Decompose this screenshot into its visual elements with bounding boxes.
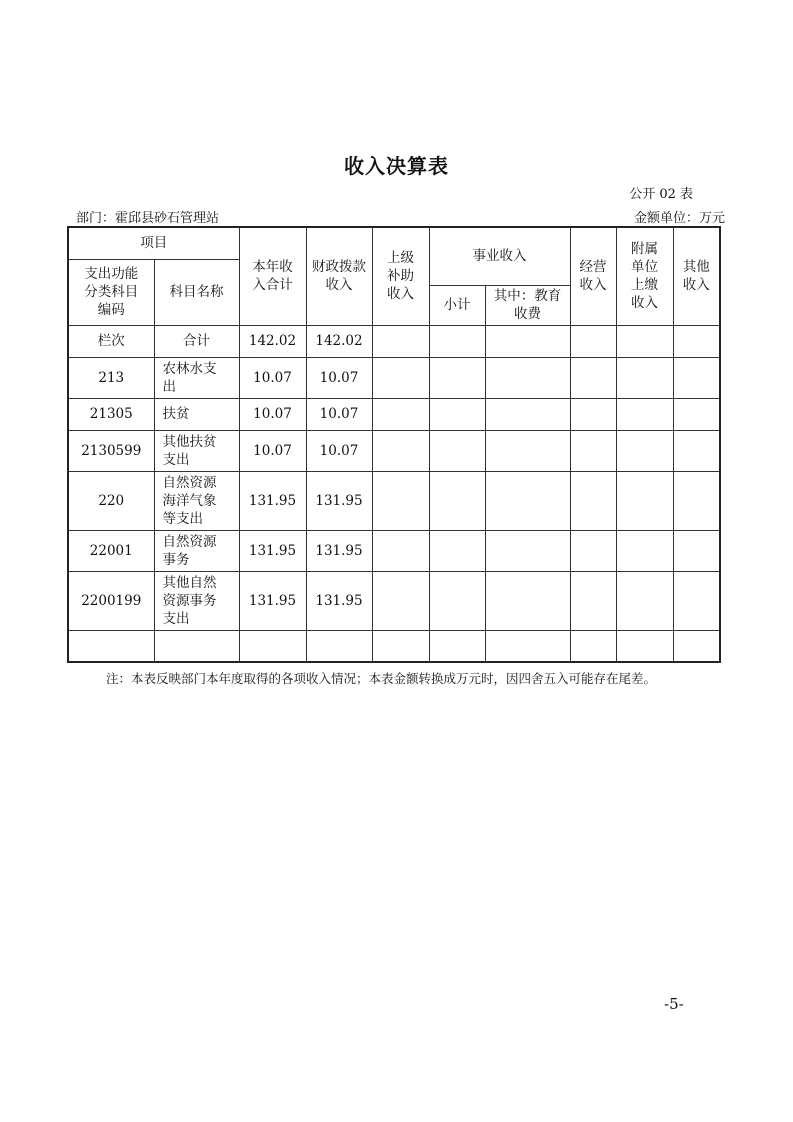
header-row-1 bbox=[68, 227, 720, 259]
row-name: 自然资源事务 bbox=[154, 530, 239, 571]
page-number: -5- bbox=[664, 995, 684, 1013]
header-education: 其中：教育收费 bbox=[485, 285, 570, 325]
table-row bbox=[68, 325, 720, 357]
header-affiliated: 附属单位上缴收入 bbox=[616, 227, 673, 325]
row-name: 其他自然资源事务支出 bbox=[154, 571, 239, 630]
row-total: 10.07 bbox=[239, 398, 306, 430]
page-title: 收入决算表 bbox=[344, 154, 449, 178]
header-fiscal: 财政拨款收入 bbox=[306, 227, 372, 325]
header-upper: 上级补助收入 bbox=[372, 227, 429, 325]
row-name: 其他扶贫支出 bbox=[154, 430, 239, 471]
row-fiscal: 10.07 bbox=[306, 398, 372, 430]
row-fiscal: 10.07 bbox=[306, 357, 372, 398]
unit-label: 金额单位：万元 bbox=[633, 211, 725, 226]
row-code: 21305 bbox=[68, 398, 154, 430]
row-fiscal: 10.07 bbox=[306, 430, 372, 471]
form-number: 公开 02 表 bbox=[629, 187, 693, 202]
row-code: 2130599 bbox=[68, 430, 154, 471]
row-total: 131.95 bbox=[239, 530, 306, 571]
row-code: 栏次 bbox=[68, 325, 154, 357]
row-code: 213 bbox=[68, 357, 154, 398]
header-code: 支出功能分类科目编码 bbox=[68, 259, 154, 325]
row-name: 农林水支出 bbox=[154, 357, 239, 398]
header-other: 其他收入 bbox=[673, 227, 720, 325]
row-code: 2200199 bbox=[68, 571, 154, 630]
table-row bbox=[68, 398, 720, 430]
table-row bbox=[68, 530, 720, 571]
row-code: 22001 bbox=[68, 530, 154, 571]
table-row bbox=[68, 357, 720, 398]
table-row bbox=[68, 430, 720, 471]
table-row bbox=[68, 471, 720, 530]
row-total: 131.95 bbox=[239, 571, 306, 630]
row-name: 扶贫 bbox=[154, 398, 239, 430]
table-note: 注：本表反映部门本年度取得的各项收入情况；本表金额转换成万元时，因四舍五入可能存在尾差。 bbox=[106, 671, 657, 686]
header-name: 科目名称 bbox=[154, 259, 239, 325]
row-total: 10.07 bbox=[239, 357, 306, 398]
row-total: 10.07 bbox=[239, 430, 306, 471]
header-career: 事业收入 bbox=[429, 227, 570, 285]
row-fiscal: 142.02 bbox=[306, 325, 372, 357]
row-fiscal: 131.95 bbox=[306, 530, 372, 571]
department-label: 部门：霍邱县砂石管理站 bbox=[76, 211, 220, 226]
header-business: 经营收入 bbox=[570, 227, 616, 325]
table-row-empty bbox=[68, 630, 720, 662]
row-name: 自然资源海洋气象等支出 bbox=[154, 471, 239, 530]
header-total: 本年收入合计 bbox=[239, 227, 306, 325]
row-total: 131.95 bbox=[239, 471, 306, 530]
row-total: 142.02 bbox=[239, 325, 306, 357]
row-code: 220 bbox=[68, 471, 154, 530]
row-name: 合计 bbox=[154, 325, 239, 357]
row-fiscal: 131.95 bbox=[306, 471, 372, 530]
row-fiscal: 131.95 bbox=[306, 571, 372, 630]
income-table bbox=[67, 226, 721, 663]
header-subtotal: 小计 bbox=[429, 285, 485, 325]
header-item: 项目 bbox=[68, 227, 239, 259]
table-row bbox=[68, 571, 720, 630]
